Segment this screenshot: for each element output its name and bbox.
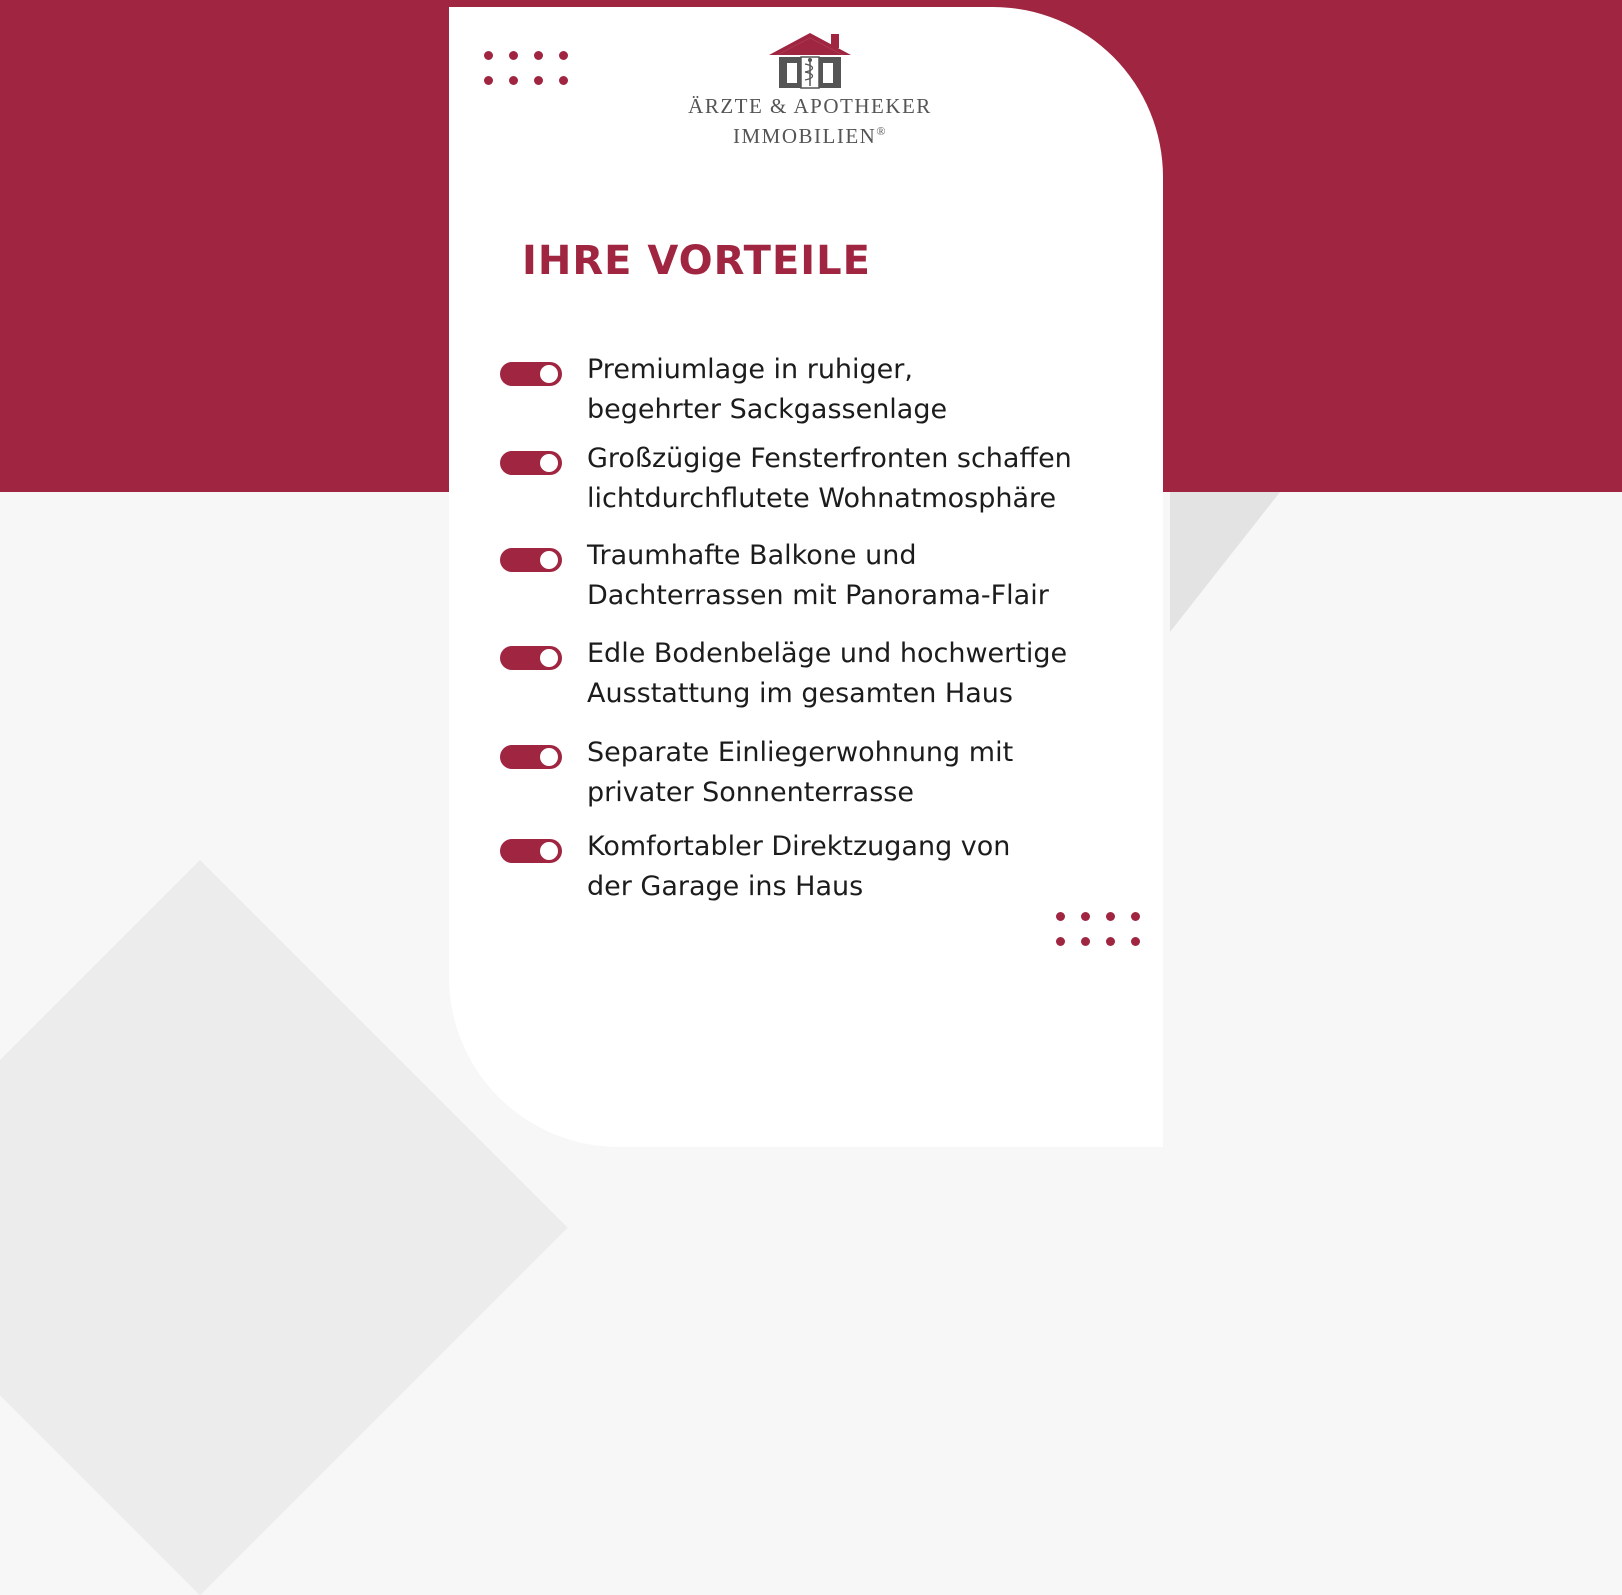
logo-line-2 [660, 119, 960, 149]
list-item [500, 634, 1120, 714]
benefit-line-1: Separate Einliegerwohnung mit [587, 737, 1014, 768]
benefit-text [587, 350, 947, 430]
benefit-text [587, 439, 1072, 519]
page-title: IHRE VORTEILE [522, 238, 871, 284]
benefit-line-2: privater Sonnenterrasse [587, 777, 914, 808]
list-item [500, 536, 1120, 616]
benefit-text [587, 827, 1010, 907]
list-item [500, 350, 1120, 430]
registered-mark: ® [876, 124, 887, 138]
benefit-line-1: Großzügige Fensterfronten schaffen [587, 443, 1072, 474]
toggle-on-icon [500, 451, 562, 475]
benefit-line-1: Premiumlage in ruhiger, [587, 354, 913, 385]
benefit-line-2: der Garage ins Haus [587, 871, 864, 902]
list-item [500, 827, 1120, 907]
toggle-on-icon [500, 548, 562, 572]
benefit-text [587, 634, 1067, 714]
list-item [500, 733, 1120, 813]
benefit-line-2: Dachterrassen mit Panorama-Flair [587, 580, 1049, 611]
benefit-line-2: Ausstattung im gesamten Haus [587, 678, 1013, 709]
toggle-on-icon [500, 646, 562, 670]
benefit-line-1: Traumhafte Balkone und [587, 540, 917, 571]
benefit-text [587, 536, 1049, 616]
list-item [500, 439, 1120, 519]
logo-line-1: ÄRZTE & APOTHEKER [688, 94, 932, 118]
decorative-dots-bottom [1056, 912, 1140, 946]
company-logo [660, 30, 960, 149]
benefit-line-2: lichtdurchflutete Wohnatmosphäre [587, 483, 1057, 514]
house-with-caduceus-icon [763, 30, 857, 90]
benefit-line-1: Komfortabler Direktzugang von [587, 831, 1011, 862]
decorative-dots-top [484, 51, 568, 85]
toggle-on-icon [500, 839, 562, 863]
toggle-on-icon [500, 745, 562, 769]
logo-line-2-text: IMMOBILIEN [733, 124, 877, 148]
decorative-shape-right [1170, 492, 1280, 632]
toggle-on-icon [500, 362, 562, 386]
benefit-line-1: Edle Bodenbeläge und hochwertige [587, 638, 1068, 669]
benefit-text [587, 733, 1013, 813]
benefit-line-2: begehrter Sackgassenlage [587, 394, 948, 425]
